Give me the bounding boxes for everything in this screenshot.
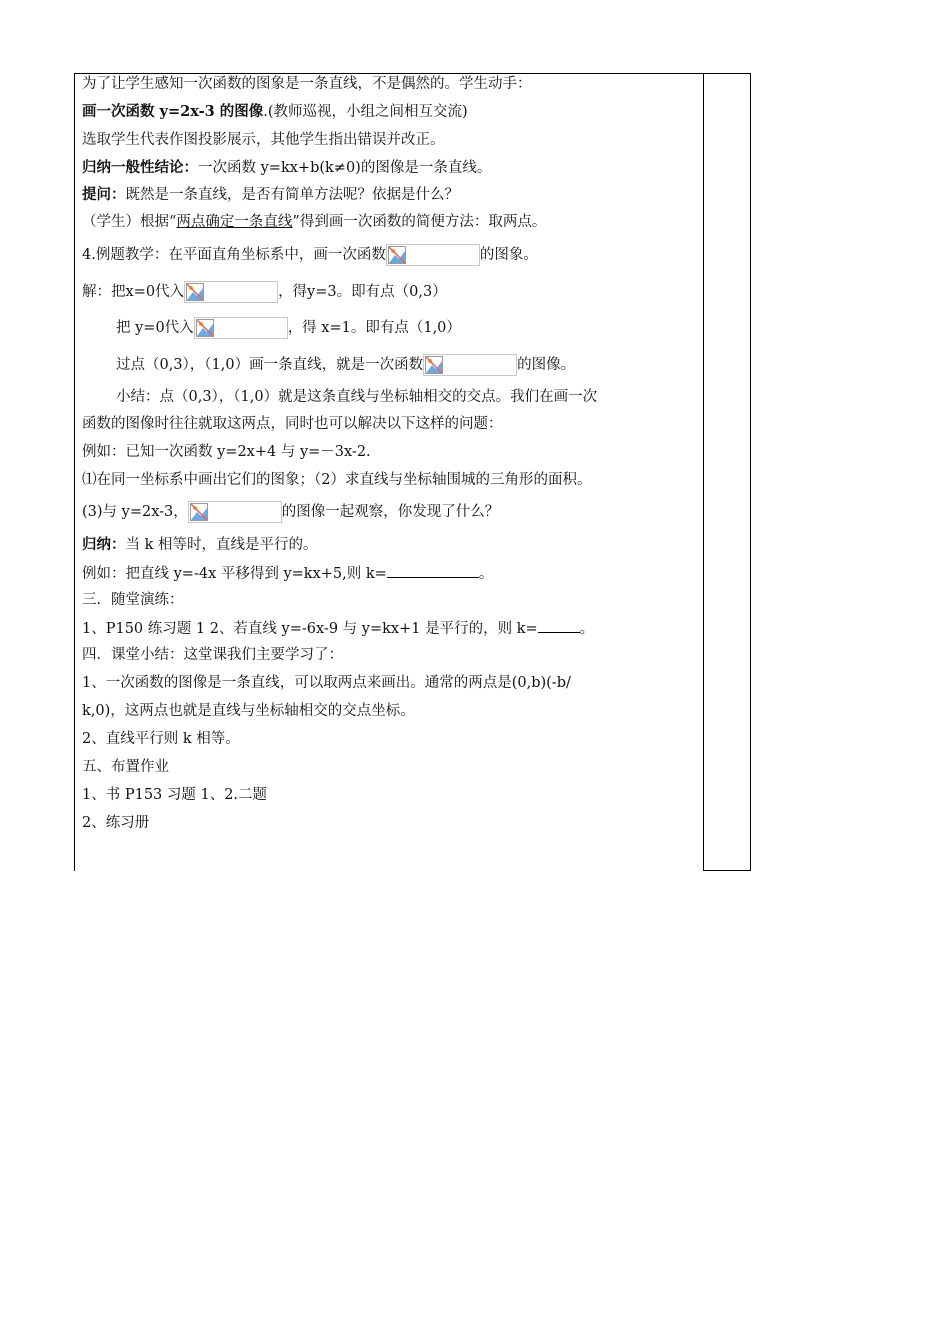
practice-items: 1、P150 练习题 1 2、若直线 y=-6x-9 与 y=kx+1 是平行的，则 k=	[82, 621, 538, 637]
solution-step-2-result: ，得 x=1。即有点（1,0）	[287, 320, 461, 336]
text-line-2	[82, 102, 468, 122]
example-intro: 4.例题教学：在平面直角坐标系中，画一次函数	[82, 247, 386, 263]
text-line-25: 1、书 P153 习题 1、2.二题	[82, 787, 268, 803]
formula-image-placeholder	[386, 244, 480, 266]
summary-text: 当 k 相等时，直线是平行的。	[125, 537, 318, 553]
formula-image-placeholder	[423, 354, 517, 376]
section-heading-practice: 三．随堂演练：	[82, 592, 184, 608]
student-answer-suffix: ”得到画一次函数的简便方法：取两点。	[292, 214, 547, 230]
text-line-12: 函数的图像时往往就取这两点，同时也可以解决以下这样的问题：	[82, 416, 503, 432]
text-line-7	[82, 244, 538, 266]
broken-image-icon	[190, 503, 208, 521]
solution-step-1: 解：把x=0代入	[82, 284, 185, 300]
solution-step-1-result: ，得y=3。即有点（0,3）	[278, 284, 447, 300]
text-line-8	[82, 281, 447, 303]
question-label: 提问：	[82, 186, 126, 203]
draw-function-heading: 画一次函数 y=2x-3 的图像	[82, 103, 264, 120]
text-line-14: ⑴在同一坐标系中画出它们的图象；（2）求直线与坐标轴围城的三角形的面积。	[82, 472, 592, 488]
table-left-border	[74, 73, 75, 871]
translate-example-end: 。	[478, 566, 494, 582]
practice-items-end: 。	[579, 621, 595, 637]
section-heading-summary: 四．课堂小结：这堂课我们主要学习了：	[82, 647, 343, 663]
conclusion-label: 归纳一般性结论：	[82, 159, 198, 176]
translate-example: 例如：把直线 y=-4x 平移得到 y=kx+5,则 k=	[82, 566, 387, 582]
answer-blank	[538, 618, 580, 633]
text-line-10	[116, 354, 575, 376]
text-line-21: 1、一次函数的图像是一条直线，可以取两点来画出。通常的两点是(0,b)(-b/	[82, 675, 571, 691]
formula-image-placeholder	[188, 501, 282, 523]
table-bottom-border-right-cell	[703, 870, 751, 871]
text-line-1: 为了让学生感知一次函数的图象是一条直线，不是偶然的。学生动手：	[82, 76, 532, 92]
observe-prefix: (3)与 y=2x-3，	[82, 504, 188, 520]
text-line-17	[82, 563, 493, 584]
text-line-16	[82, 535, 318, 555]
text-line-11: 小结：点（0,3），（1,0）就是这条直线与坐标轴相交的交点。我们在画一次	[116, 389, 598, 405]
solution-step-2: 把 y=0代入	[116, 320, 194, 336]
summary-label: 归纳：	[82, 536, 126, 553]
question-text: 既然是一条直线，是否有简单方法呢？依据是什么？	[125, 187, 459, 203]
text-line-23: 2、直线平行则 k 相等。	[82, 731, 240, 747]
text-line-3: 选取学生代表作图投影展示，其他学生指出错误并改正。	[82, 132, 445, 148]
text-line-22: k,0)，这两点也就是直线与坐标轴相交的交点坐标。	[82, 703, 415, 719]
observe-suffix: 的图像一起观察，你发现了什么？	[281, 504, 500, 520]
solution-step-3-end: 的图像。	[517, 357, 576, 373]
conclusion-text: 一次函数 y=kx+b(k≠0)的图像是一条直线。	[198, 160, 492, 176]
text-line-26: 2、练习册	[82, 815, 150, 831]
answer-blank	[387, 563, 479, 578]
draw-function-note: .(教师巡视，小组之间相互交流)	[263, 104, 468, 120]
broken-image-icon	[388, 246, 406, 264]
section-heading-homework: 五、布置作业	[82, 759, 169, 775]
broken-image-icon	[425, 356, 443, 374]
text-line-13: 例如：已知一次函数 y=2x+4 与 y=－3x-2.	[82, 444, 371, 460]
solution-step-3: 过点（0,3），（1,0）画一条直线，就是一次函数	[116, 357, 424, 373]
text-line-19	[82, 618, 594, 639]
two-points-rule: 两点确定一条直线	[176, 214, 293, 230]
formula-image-placeholder	[184, 281, 278, 303]
example-intro-end: 的图象。	[479, 247, 538, 263]
text-line-5	[82, 185, 459, 205]
text-line-15	[82, 501, 499, 523]
table-right-border	[750, 73, 751, 871]
text-line-9	[116, 317, 461, 339]
text-line-4	[82, 158, 491, 178]
text-line-6	[82, 212, 546, 232]
table-column-divider	[703, 73, 704, 871]
broken-image-icon	[196, 319, 214, 337]
student-answer-prefix: （学生）根据“	[82, 214, 177, 230]
broken-image-icon	[186, 283, 204, 301]
formula-image-placeholder	[194, 317, 288, 339]
